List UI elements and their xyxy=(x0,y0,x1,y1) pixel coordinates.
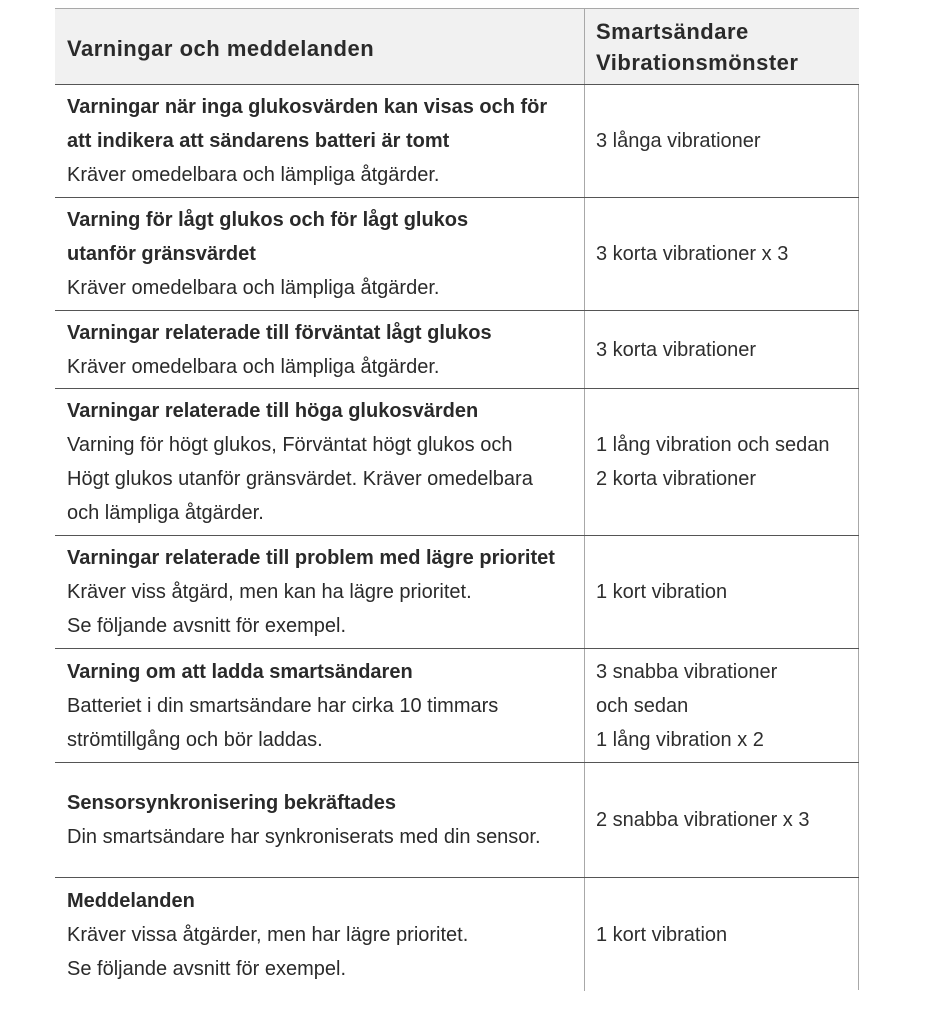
alert-description-cell xyxy=(55,389,584,535)
vibration-pattern-line: 3 snabba vibrationer xyxy=(596,660,778,683)
alert-description-cell xyxy=(55,536,584,648)
alert-title-line: att indikera att sändarens batteri är tomt xyxy=(67,130,450,152)
alert-title-line: Varning om att ladda smartsändaren xyxy=(67,660,413,683)
table-row xyxy=(55,198,859,311)
alert-description-line: Kräver omedelbara och lämpliga åtgärder. xyxy=(67,277,440,299)
alert-title-line: Varning för lågt glukos och för lågt glukos xyxy=(67,209,469,231)
alert-description-line: Din smartsändare har synkroniserats med din sensor. xyxy=(67,826,541,848)
alert-title-line: Sensorsynkronisering bekräftades xyxy=(67,792,397,814)
alert-description-line: Se följande avsnitt för exempel. xyxy=(67,957,347,980)
vibration-pattern-cell xyxy=(584,763,859,877)
alert-description-line: och lämpliga åtgärder. xyxy=(67,502,264,524)
vibration-pattern-line: 2 snabba vibrationer x 3 xyxy=(596,809,810,831)
alert-description-cell xyxy=(55,878,584,991)
vibration-pattern-cell xyxy=(584,878,859,991)
alert-description-line: Högt glukos utanför gränsvärdet. Kräver omedelbara xyxy=(67,468,533,490)
vibration-pattern-line: 1 lång vibration och sedan xyxy=(596,434,830,456)
alert-description-cell xyxy=(55,649,584,762)
alert-description-cell xyxy=(55,85,584,197)
header-alerts-column xyxy=(55,9,584,84)
alert-title-line: Varningar relaterade till förväntat lågt glukos xyxy=(67,321,492,344)
alert-title-line: Varningar relaterade till problem med lägre prioritet xyxy=(67,547,555,569)
vibration-pattern-line: 2 korta vibrationer xyxy=(596,468,757,490)
header-vibration-label-line1: Smartsändare xyxy=(596,18,749,44)
alert-description-line: Kräver omedelbara och lämpliga åtgärder. xyxy=(67,355,440,378)
alert-description-cell xyxy=(55,763,584,877)
alert-title-line: Varningar när inga glukosvärden kan visas och för xyxy=(67,96,548,118)
vibration-pattern-line: 3 korta vibrationer xyxy=(596,338,757,361)
vibration-pattern-line: 1 kort vibration xyxy=(596,581,728,603)
alert-description-cell xyxy=(55,311,584,388)
alert-description-line: Batteriet i din smartsändare har cirka 10 timmars xyxy=(67,694,499,717)
alert-title-line: Meddelanden xyxy=(67,889,195,912)
alert-title-line: utanför gränsvärdet xyxy=(67,243,256,265)
vibration-pattern-cell xyxy=(584,389,859,535)
vibration-pattern-cell xyxy=(584,311,859,388)
vibration-pattern-cell xyxy=(584,85,859,197)
alert-description-cell xyxy=(55,198,584,310)
table-row xyxy=(55,878,859,991)
header-vibration-column xyxy=(584,9,859,84)
alert-description-line: Se följande avsnitt för exempel. xyxy=(67,615,347,637)
alert-description-line: Varning för högt glukos, Förväntat högt glukos och xyxy=(67,434,513,456)
vibration-pattern-cell xyxy=(584,198,859,310)
alert-description-line: Kräver vissa åtgärder, men har lägre prioritet. xyxy=(67,923,469,946)
alert-description-line: Kräver omedelbara och lämpliga åtgärder. xyxy=(67,164,440,186)
header-vibration-label-line2: Vibrationsmönster xyxy=(596,49,799,75)
vibration-pattern-cell xyxy=(584,649,859,762)
vibration-pattern-line: 1 kort vibration xyxy=(596,923,728,946)
alert-description-line: strömtillgång och bör laddas. xyxy=(67,728,323,751)
vibration-pattern-line: och sedan xyxy=(596,694,689,717)
alert-description-line: Kräver viss åtgärd, men kan ha lägre prioritet. xyxy=(67,581,472,603)
table-row xyxy=(55,389,859,536)
vibration-pattern-cell xyxy=(584,536,859,648)
alerts-vibration-table xyxy=(55,8,859,990)
table-row xyxy=(55,85,859,198)
table-row xyxy=(55,311,859,389)
vibration-pattern-line: 1 lång vibration x 2 xyxy=(596,728,764,751)
header-alerts-label: Varningar och meddelanden xyxy=(67,36,375,61)
vibration-pattern-line: 3 korta vibrationer x 3 xyxy=(596,243,789,265)
table-row xyxy=(55,649,859,763)
table-row xyxy=(55,763,859,878)
table-header-row xyxy=(55,9,859,85)
vibration-pattern-line: 3 långa vibrationer xyxy=(596,130,761,152)
table-row xyxy=(55,536,859,649)
alert-title-line: Varningar relaterade till höga glukosvärden xyxy=(67,400,479,422)
